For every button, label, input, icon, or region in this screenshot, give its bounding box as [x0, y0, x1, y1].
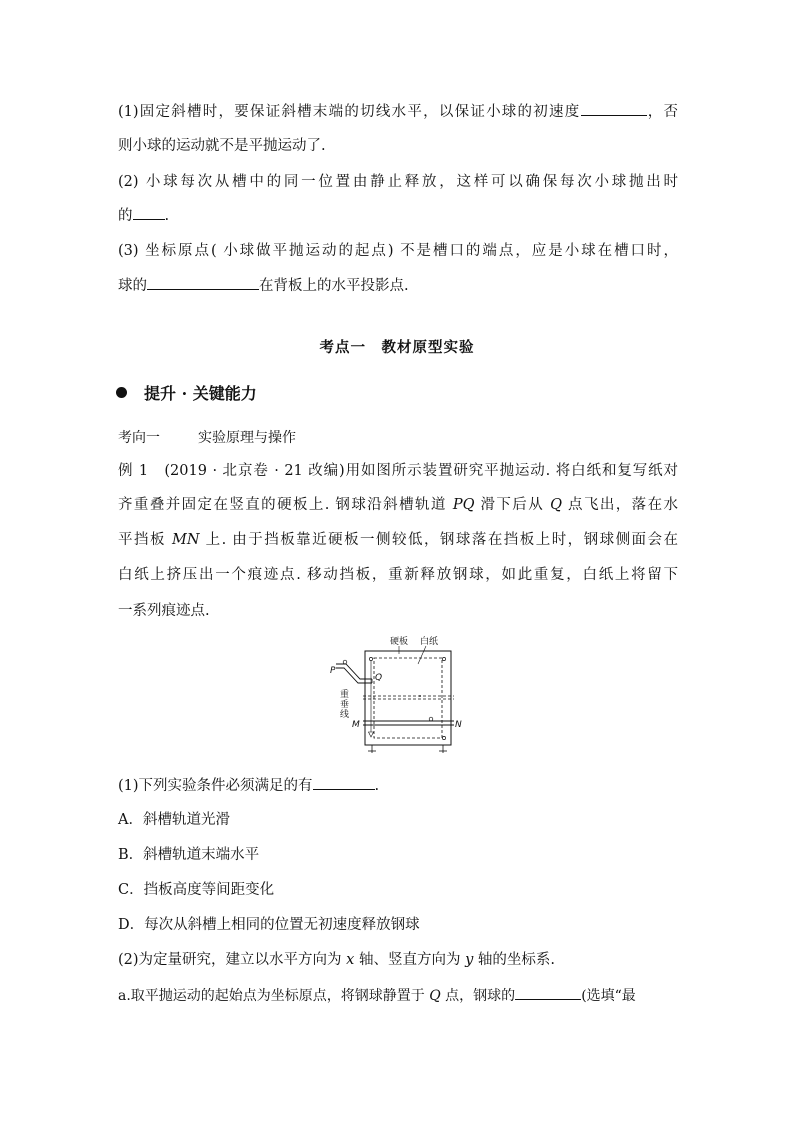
option-b: B．斜槽轨道末端水平 — [118, 847, 260, 863]
example-text: 点飞出，落在水 — [562, 497, 678, 513]
example-line-5 — [118, 601, 678, 621]
answer-blank — [313, 775, 375, 790]
question-text: (选填“最 — [581, 988, 636, 1004]
intro-text: 球的 — [118, 278, 147, 294]
intro-text: . — [164, 208, 170, 224]
label-p: P — [330, 666, 336, 676]
label-q: Q — [375, 673, 383, 683]
example-line-3 — [118, 530, 678, 550]
symbol-mn: MN — [172, 532, 200, 548]
symbol-q: Q — [550, 497, 563, 513]
intro-text: 在背板上的水平投影点. — [259, 278, 409, 294]
pin-icon — [442, 657, 445, 660]
example-text: 白纸上挤压出一个痕迹点. 移动挡板，重新释放钢球，如此重复，白纸上将留下 — [118, 567, 678, 583]
answer-blank — [515, 985, 581, 1000]
question-text: (2)为定量研究，建立以水平方向为 — [118, 952, 347, 968]
plumb-bob-icon — [369, 732, 374, 737]
option-d: D．每次从斜槽上相同的位置无初速度释放钢球 — [118, 917, 420, 933]
answer-blank — [133, 205, 165, 220]
intro-text: (1)固定斜槽时，要保证斜槽末端的切线水平，以保证小球的初速度 — [118, 104, 581, 120]
intro-text: (2) 小球每次从槽中的同一位置由静止释放，这样可以确保每次小球抛出时 — [118, 174, 678, 190]
label-paper: 白纸 — [420, 637, 439, 647]
intro-line-2 — [118, 136, 678, 156]
example-text: 一系列痕迹点. — [118, 603, 210, 619]
symbol-q: Q — [429, 988, 441, 1004]
example-text: 例 1 (2019 · 北京卷 · 21 改编)用如图所示装置研究平抛运动. 将白纸和复写纸对 — [118, 463, 678, 479]
intro-text: (3) 坐标原点( 小球做平抛运动的起点) 不是槽口的端点，应是小球在槽口时， — [118, 243, 678, 259]
example-text: 平挡板 — [118, 532, 172, 548]
intro-text: 的 — [118, 208, 133, 224]
direction-heading — [118, 428, 678, 448]
direction-text: 实验原理与操作 — [198, 430, 296, 446]
inclined-track — [336, 668, 372, 683]
label-m: M — [352, 720, 360, 730]
direction-label: 考向一 — [118, 430, 160, 446]
question-2a — [118, 985, 678, 1006]
label-plumb: 线 — [340, 710, 350, 720]
bullet-icon — [116, 387, 127, 398]
symbol-y: y — [465, 952, 474, 968]
example-text: 滑下后从 — [474, 497, 551, 513]
intro-text: 则小球的运动就不是平抛运动了. — [118, 138, 326, 154]
subsection-title: 提升 · 关键能力 — [144, 384, 257, 403]
label-plumb: 重 — [340, 690, 350, 700]
hard-board — [365, 651, 451, 745]
label-n: N — [455, 720, 462, 730]
question-text: 轴的坐标系. — [473, 952, 555, 968]
option-a: A．斜槽轨道光滑 — [118, 812, 230, 828]
answer-blank — [147, 275, 259, 290]
question-2-stem — [118, 950, 678, 970]
intro-line-6 — [118, 275, 678, 296]
inclined-track — [336, 664, 372, 679]
white-paper — [374, 658, 442, 738]
pin-icon — [442, 736, 445, 739]
example-text: 上. 由于挡板靠近硬板一侧较低，钢球落在挡板上时，钢球侧面会在 — [199, 532, 679, 548]
symbol-x: x — [346, 952, 355, 968]
label-plumb: 垂 — [340, 700, 350, 710]
intro-line-5 — [118, 241, 678, 261]
leader-line — [418, 646, 426, 664]
question-text: 点，钢球的 — [440, 988, 516, 1004]
steel-ball-icon — [343, 660, 347, 664]
label-board: 硬板 — [390, 637, 409, 647]
intro-line-3 — [118, 172, 678, 192]
intro-line-4 — [118, 205, 678, 226]
pin-icon — [369, 657, 372, 660]
question-text: a.取平抛运动的起始点为坐标原点，将钢球静置于 — [118, 988, 430, 1004]
symbol-pq: PQ — [452, 497, 475, 513]
section-title: 考点一 教材原型实验 — [319, 339, 475, 356]
question-1-stem — [118, 775, 678, 796]
intro-text: ，否 — [646, 104, 678, 120]
example-text: 齐重叠并固定在竖直的硬板上. 钢球沿斜槽轨道 — [118, 497, 453, 513]
example-line-4 — [118, 565, 678, 585]
apparatus-figure — [330, 634, 465, 758]
question-text: 轴、竖直方向为 — [354, 952, 466, 968]
intro-line-1 — [118, 101, 678, 122]
example-line-2 — [118, 495, 678, 515]
subsection-heading — [116, 381, 257, 404]
example-line-1 — [118, 461, 678, 481]
answer-blank — [581, 101, 647, 116]
trace-point — [419, 695, 421, 697]
steel-ball-icon — [429, 717, 433, 721]
question-text: (1)下列实验条件必须满足的有 — [118, 778, 313, 794]
question-text: . — [374, 778, 380, 794]
option-c: C．挡板高度等间距变化 — [118, 882, 275, 898]
